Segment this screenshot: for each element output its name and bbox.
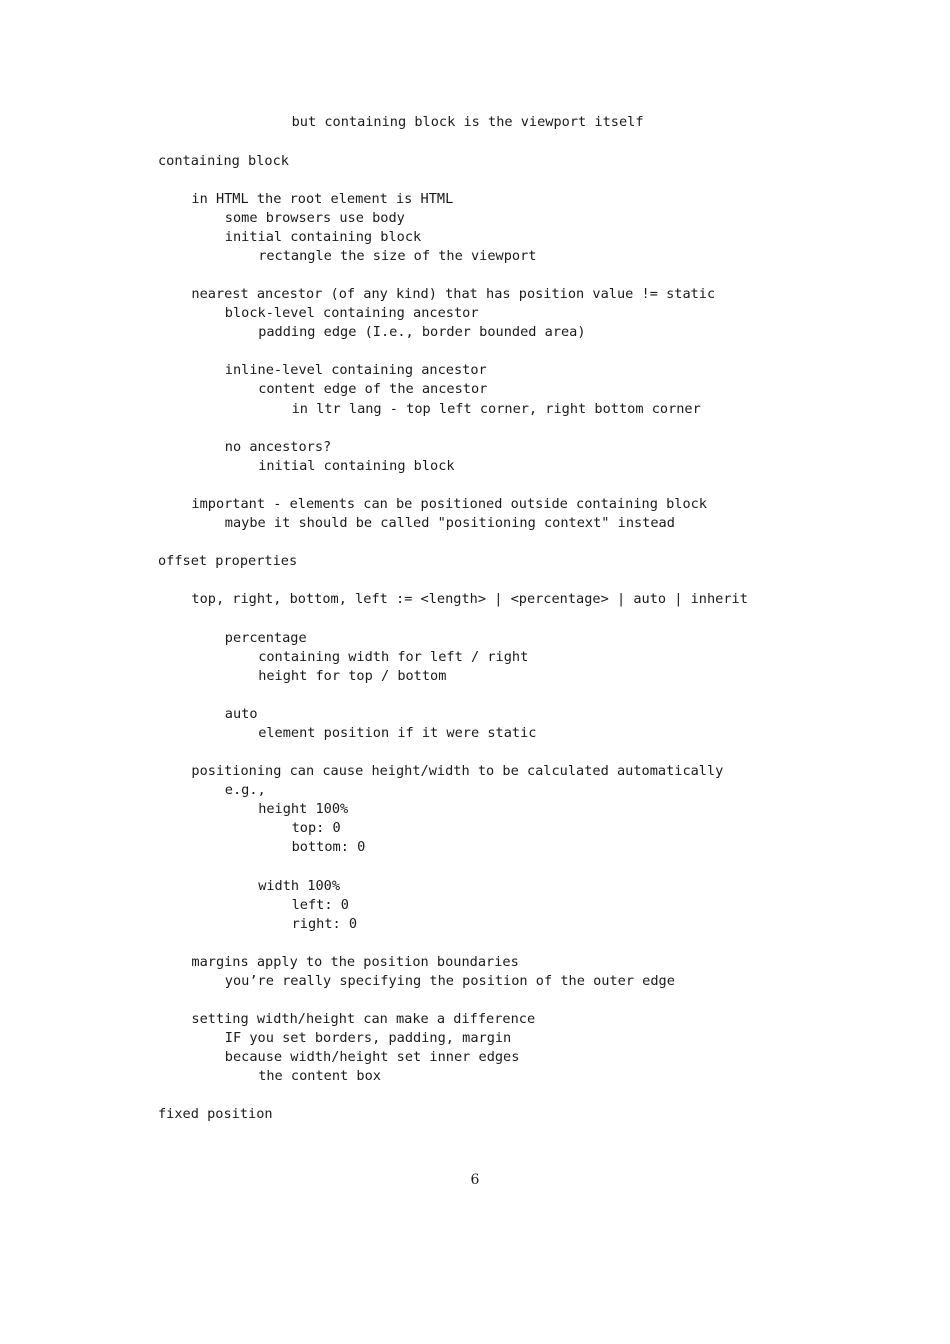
text-line: in HTML the root element is HTML xyxy=(191,191,454,207)
text-line: you’re really specifying the position of the outer edge xyxy=(224,973,675,989)
text-line: bottom: 0 xyxy=(291,839,366,855)
text-line: positioning can cause height/width to be calculated automatically xyxy=(191,763,724,779)
text-line: content edge of the ancestor xyxy=(258,381,488,397)
text-line: right: 0 xyxy=(291,916,358,932)
text-line: some browsers use body xyxy=(224,210,405,226)
text-line: block-level containing ancestor xyxy=(224,305,479,321)
section-heading: fixed position xyxy=(158,1106,273,1122)
page-number: 6 xyxy=(470,1172,480,1188)
text-line: maybe it should be called "positioning context" instead xyxy=(224,515,675,531)
text-line: top: 0 xyxy=(291,820,341,836)
text-line: setting width/height can make a difference xyxy=(191,1011,536,1027)
text-line: element position if it were static xyxy=(258,725,537,741)
text-line: important - elements can be positioned outside containing block xyxy=(191,496,707,512)
text-line: percentage xyxy=(224,630,307,646)
text-line: the content box xyxy=(258,1068,381,1084)
text-line: margins apply to the position boundaries xyxy=(191,954,519,970)
text-line: nearest ancestor (of any kind) that has position value != static xyxy=(191,286,716,302)
section-heading: containing block xyxy=(158,153,289,169)
text-line: initial containing block xyxy=(258,458,455,474)
text-line: rectangle the size of the viewport xyxy=(258,248,537,264)
text-line: e.g., xyxy=(224,782,266,798)
text-line: padding edge (I.e., border bounded area) xyxy=(258,324,586,340)
text-line: initial containing block xyxy=(224,229,422,245)
text-line: inline-level containing ancestor xyxy=(224,362,487,378)
text-line: in ltr lang - top left corner, right bottom corner xyxy=(291,401,701,417)
text-line: width 100% xyxy=(258,878,341,894)
text-line: IF you set borders, padding, margin xyxy=(224,1030,512,1046)
text-line: top, right, bottom, left := <length> | <percentage> | auto | inherit xyxy=(191,591,748,607)
text-line: left: 0 xyxy=(291,897,349,913)
text-line: auto xyxy=(224,706,258,722)
text-line: containing width for left / right xyxy=(258,649,529,665)
text-line: but containing block is the viewport itself xyxy=(291,114,644,130)
text-line: height 100% xyxy=(258,801,349,817)
text-line: height for top / bottom xyxy=(258,668,447,684)
section-heading: offset properties xyxy=(158,553,298,569)
text-line: no ancestors? xyxy=(224,439,332,455)
text-line: because width/height set inner edges xyxy=(224,1049,520,1065)
